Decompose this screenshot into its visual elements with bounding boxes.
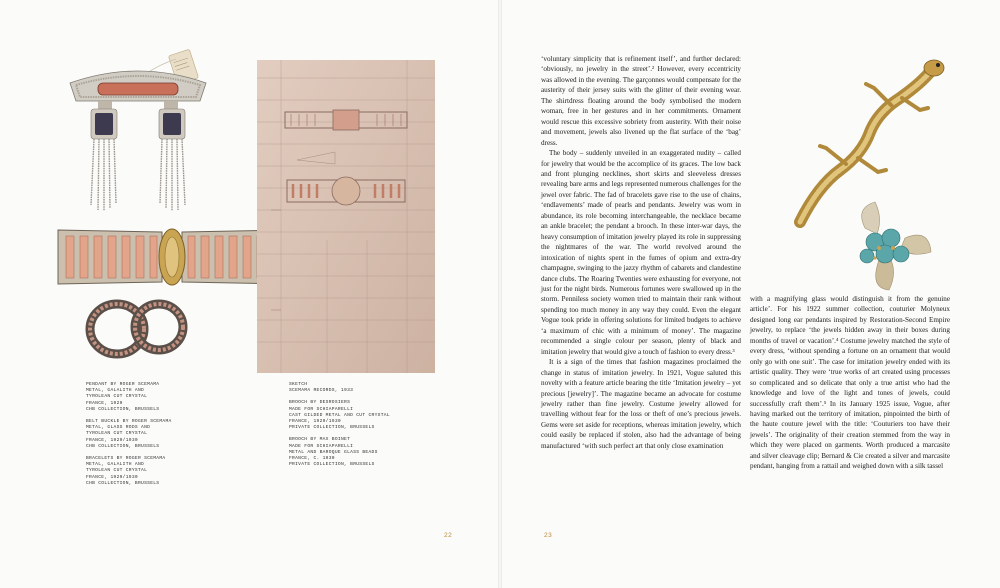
caption-belt-buckle: BELT BUCKLE BY ROGER SCEMAMA METAL, GLASS RODS AND TYROLEAN CUT CRYSTAL FRANCE, 1929/1930 CHB COLLECTION, BRUSSELS bbox=[86, 419, 172, 449]
belt-buckle-photo bbox=[52, 222, 292, 292]
text-column-2 bbox=[750, 294, 950, 472]
page-number-right: 23 bbox=[544, 532, 553, 539]
paragraph: with a magnifying glass would distinguish it from the genuine article’. For his 1922 summer collection, couturier Molyneux designed long ear pendants inspired by Restoration-Second Empire jewelry, to replace ‘the jewels hidden away in their boxes during months of travel or vacation’.⁴ Costume jewelry matched the style of every dress, ‘without spending a fortune on an ornament that would only go with one suit’. The case for imitation jewelry ended with its artistic quality. They were ‘true works of art created using processes so complicated and so delicate that only a true artist who had the knowledge and love of the light and tones of jewels, could successfully craft them’.⁵ In its January 1925 issue, Vogue, after having marked out the territory of imitation, pinpointed the birth of the haute couture jewel with the title: ‘Couturiers too have their jewels’. The originality of their creation stemmed from the way in which they were placed on garments. Worth produced a marcasite and silver cleavage clip; Bernard & Cie created a silver and marcasite pendant, hanging from a rattail and weighed down with a silk tassel bbox=[750, 295, 950, 471]
caption-brooch-desrosiers: BROOCH BY DESROSIERS MADE FOR SCHIAPARELLI CAST GILDED METAL AND CUT CRYSTAL FRANCE, 1929/1930 PRIVATE COLLECTION, BRUSSELS bbox=[289, 400, 390, 431]
captions-right bbox=[289, 382, 439, 474]
paragraph: It is a sign of the times that fashion magazines proclaimed the change in status of imitation jewelry. In 1921, Vogue saluted this novelty with a feature article bearing the title ‘Imitation jewelry – yet precious [jewelry]’. The magazine became an advocate for costume jewelry rather than fine jewelry. Costume jewelry allowed for travelling without fear for the loss or theft of one’s precious jewels. Gems were set aside for receptions, whereas imitation jewelry, which could easily be replaced if stolen, also had the advantage of being manufactured ‘with such perfect art that only close examination bbox=[541, 358, 741, 450]
text-column-1 bbox=[541, 54, 741, 451]
sketch-sheet bbox=[257, 60, 435, 373]
paragraph: ‘voluntary simplicity that is refinement itself’, and further declared: ‘obviously, no jewelry in the street’.² However, every eccentricity was allowed in the evening. The garçonnes would compensate for the austerity of their jersey suits with the glitter of their evening wear. The shirtdress floating around the body symbolised the modern woman, free in her gestures and in her commitments. Ornament would rescue this excessive sobriety from austerity. With their noise and movement, jewels also livened up the flat surface of the ‘bag’ dress. bbox=[541, 55, 741, 147]
caption-sketch: SKETCH SCEMAMA RECORDS, 1933 bbox=[289, 382, 354, 394]
gutter bbox=[498, 0, 502, 588]
pendant-photo bbox=[58, 45, 220, 213]
page-number-left: 22 bbox=[444, 532, 453, 539]
caption-brooch-boinet: BROOCH BY MAX BOINET MADE FOR SCHIAPARELLI METAL AND BAROQUE GLASS BEADS FRANCE, C. 1930 PRIVATE COLLECTION, BRUSSELS bbox=[289, 437, 378, 468]
paragraph: The body – suddenly unveiled in an exaggerated nudity – called for jewelry that would be the accomplice of its graces. The low back and front plunging necklines, short skirts and sleeveless dresses revealing bare arms and legs represented numerous challenges for the jewel over fabric. The fad of bracelets gave rise to the use of chains, ‘endlavements’ made of pearls and pendants. Jewelry was worn in abundance, its role becoming interchangeable, the necklace became an ankle bracelet; the pendant a brooch. In these inter-war days, the heavy consumption of imitation jewelry played its role in suppressing the nightmares of the war. The world revolved around the intoxication of nights spent in the fumes of opium and extra-dry champagne, swinging to the jazzy rhythm of cabarets and clandestine dance clubs. The Roaring Twenties were exhausting for everyone, not just for the night birds. Numerous fortunes were swallowed up in the storm. Penniless society women tried to maintain their rank without spending too much money in any way they could. Even the elegant Vogue took pride in offering solutions for limited budgets to achieve ‘a maximum of chic with a minimum of money’. The magazine recommended a single colour per season, plenty of black and imitation jewelry that would give a touch of fashion to every dress.³ bbox=[541, 149, 741, 356]
captions-left bbox=[86, 382, 226, 493]
flower-brooch-photo bbox=[845, 198, 937, 292]
bracelets-photo bbox=[85, 296, 189, 362]
caption-bracelets: BRACELETS BY ROGER SCEMAMA METAL, GALALITH AND TYROLEAN CUT CRYSTAL FRANCE, 1929/1930 CHB COLLECTION, BRUSSELS bbox=[86, 456, 166, 486]
caption-pendant: PENDANT BY ROGER SCEMAMA METAL, GALALITH AND TYROLEAN CUT CRYSTAL FRANCE, 1929 CHB COLLECTION, BRUSSELS bbox=[86, 382, 160, 412]
